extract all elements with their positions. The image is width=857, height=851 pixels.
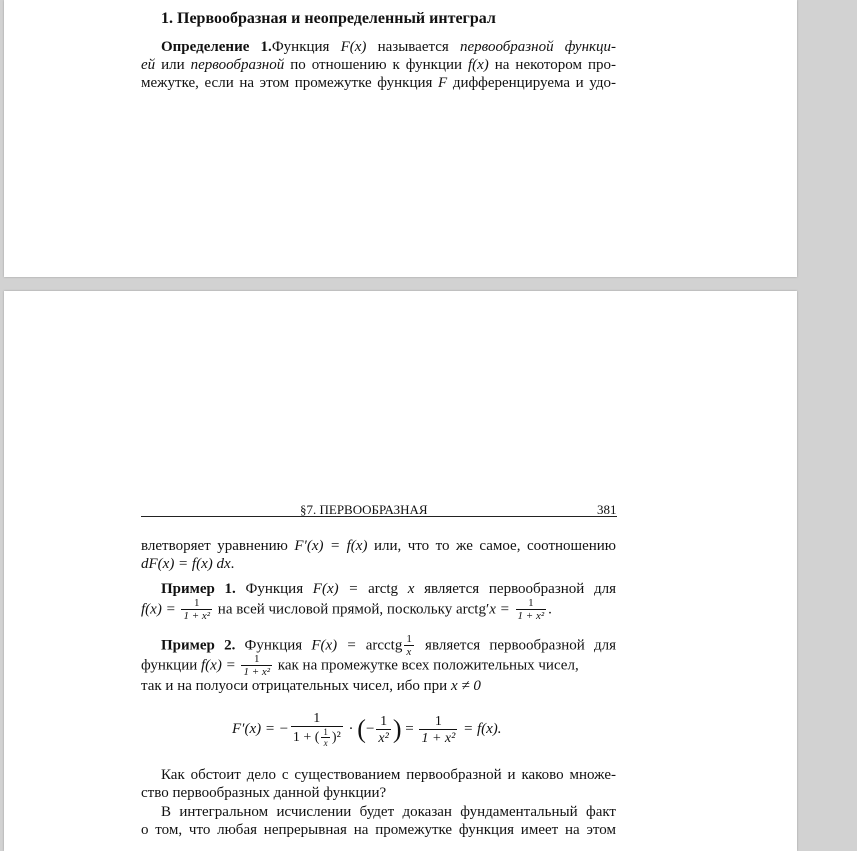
example2-line-1: Пример 2. Функция F(x) = arcctg $\frac{1}{x}$ является первообразной для bbox=[161, 633, 617, 658]
fraction: $\frac{1}{\text{x²}}$ bbox=[378, 713, 389, 746]
page-381 bbox=[4, 291, 797, 851]
definition-line-2: ей или первообразной по отношению к функции f(x) на некотором про- bbox=[141, 57, 616, 73]
definition-label: Определение 1. bbox=[161, 39, 272, 55]
definition-line-3: межутке, если на этом промежутке функция F дифференцируема и удо- bbox=[141, 75, 616, 91]
example2-line-3: так и на полуоси отрицательных чисел, ибо при x ≠ 0 bbox=[141, 678, 481, 694]
page-top bbox=[4, 0, 797, 277]
page-number: 381 bbox=[597, 502, 617, 517]
fraction: $\frac{1}{\text{1 + x²}}$ bbox=[421, 713, 456, 746]
continuation-line-2: dF(x) = f(x) dx. bbox=[141, 556, 235, 572]
paragraph2-line-1: В интегральном исчислении будет доказан фундаментальный факт bbox=[161, 804, 616, 820]
display-formula: F′(x) = − 1 1 + ( $\frac{1}{x}$ )² · (− $\frac{1}{\text{x²}}$ ) = $\frac{1}{\text{1 + x²}}$ = f(x). bbox=[232, 711, 502, 749]
example1-line-2: f(x) = $\frac{1}{\text{1 + x²}}$ на всей числовой прямой, поскольку arctg′x = $\frac{1}{\text{1 + x²}}$ . bbox=[141, 597, 552, 622]
continuation-line-1: влетворяет уравнению F′(x) = f(x) или, что то же самое, соотношению bbox=[141, 538, 616, 554]
running-header: §7. ПЕРВООБРАЗНАЯ bbox=[300, 502, 428, 517]
paragraph1-line-2: ство первообразных данной функции? bbox=[141, 785, 387, 801]
example2-line-2: функции f(x) = $\frac{1}{\text{1 + x²}}$ как на промежутке всех положительных чисел, bbox=[141, 653, 579, 678]
fraction: $\frac{1}{\text{1 + x²}}$ bbox=[517, 597, 545, 622]
fraction: $\frac{1}{\text{1 + x²}}$ bbox=[183, 597, 211, 622]
fraction: $\frac{1}{\text{1 + x²}}$ bbox=[243, 653, 271, 678]
section-heading: 1. Первообразная и неопределенный интеграл bbox=[161, 10, 496, 27]
paragraph2-line-2: о том, что любая непрерывная на промежутке функция имеет на этом bbox=[141, 822, 616, 838]
example1-label: Пример 1. bbox=[161, 581, 236, 597]
fraction: $\frac{1}{x}$ bbox=[406, 633, 412, 658]
example1-line-1: Пример 1. Функция F(x) = arctg x является первообразной для bbox=[161, 581, 617, 597]
definition-line-1: Определение 1.Функция F(x) называется первообразной функци- bbox=[161, 39, 617, 55]
fraction: 1 1 + ( $\frac{1}{x}$ )² bbox=[292, 711, 341, 749]
paragraph1-line-1: Как обстоит дело с существованием первообразной и каково множе- bbox=[161, 767, 616, 783]
example2-label: Пример 2. bbox=[161, 637, 236, 654]
header-rule bbox=[141, 516, 617, 517]
